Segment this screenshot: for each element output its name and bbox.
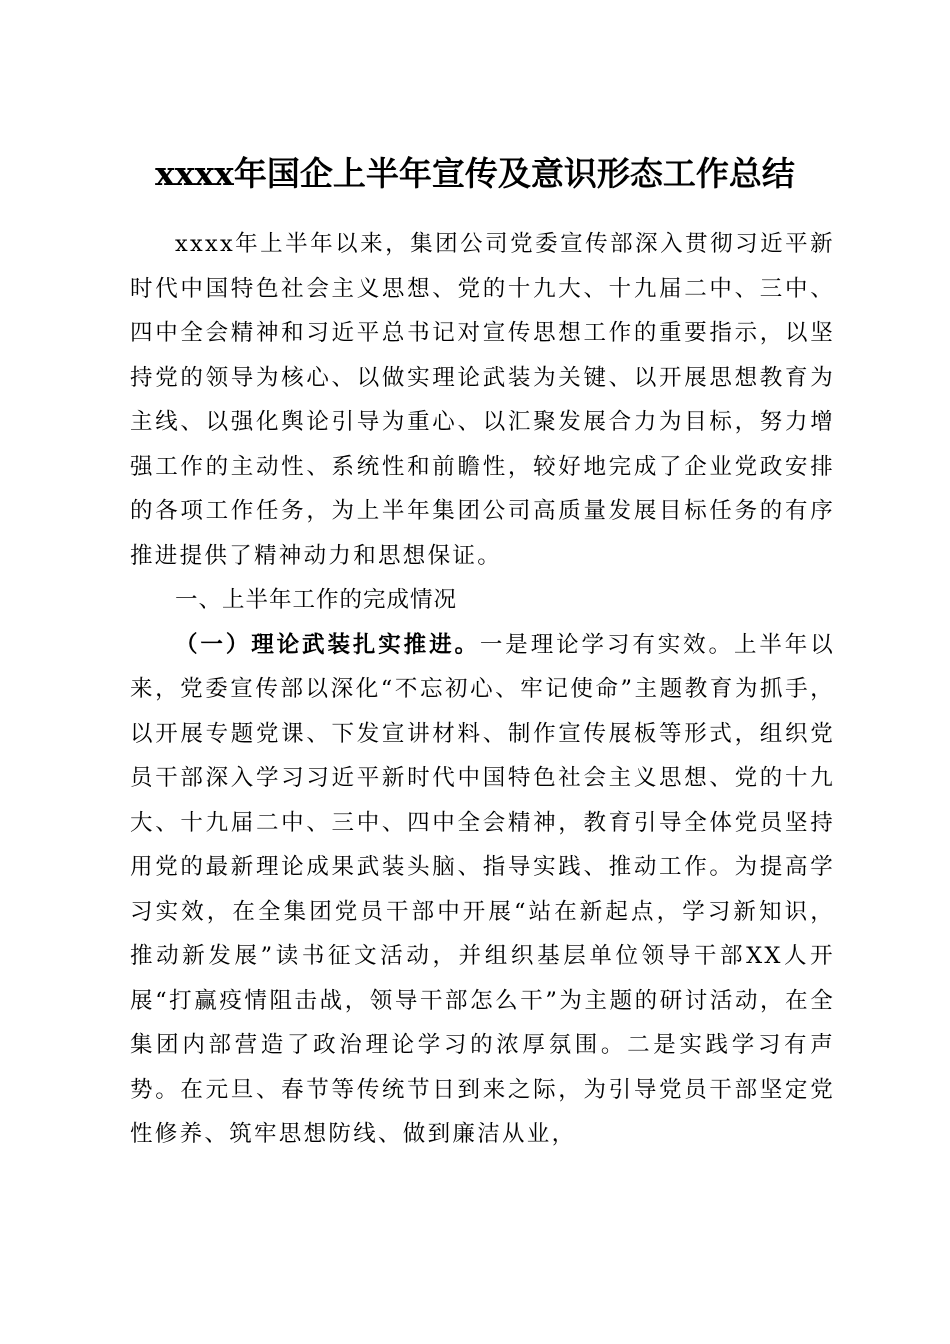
subsection-body: 一是理论学习有实效。上半年以来，党委宣传部以深化“不忘初心、牢记使命”主题教育为抓手，以开展专题党课、下发宣讲材料、制作宣传展板等形式，组织党员干部深入学习习近平新时代中国特色社会主义思想、党的十九大、十九届二中、三中、四中全会精神，教育引导全体党员坚持用党的最新理论成果武装头脑、指导实践、推动工作。为提高学习实效，在全集团党员干部中开展“站在新起点，学习新知识，推动新发展”读书征文活动，并组织基层单位领导干部XX人开展“打赢疫情阻击战，领导干部怎么干”为主题的研讨活动，在全集团内部营造了政治理论学习的浓厚氛围。二是实践学习有声势。在元旦、春节等传统节日到来之际，为引导党员干部坚定党性修养、筑牢思想防线、做到廉洁从业， — [130, 631, 835, 1147]
intro-paragraph: xxxx年上半年以来，集团公司党委宣传部深入贯彻习近平新时代中国特色社会主义思想、党的十九大、十九届二中、三中、四中全会精神和习近平总书记对宣传思想工作的重要指示，以坚持党的领导为核心、以做实理论武装为关键、以开展思想教育为主线、以强化舆论引导为重心、以汇聚发展合力为目标，努力增强工作的主动性、系统性和前瞻性，较好地完成了企业党政安排的各项工作任务，为上半年集团公司高质量发展目标任务的有序推进提供了精神动力和思想保证。 — [130, 231, 835, 569]
document-title: xxxx年国企上半年宣传及意识形态工作总结 — [155, 154, 795, 193]
subsection-paragraph — [130, 623, 835, 1157]
document-body — [130, 222, 835, 1157]
subsection-heading: （一）理论武装扎实推进。 — [175, 631, 480, 658]
section-heading: 一、上半年工作的完成情况 — [175, 587, 458, 613]
